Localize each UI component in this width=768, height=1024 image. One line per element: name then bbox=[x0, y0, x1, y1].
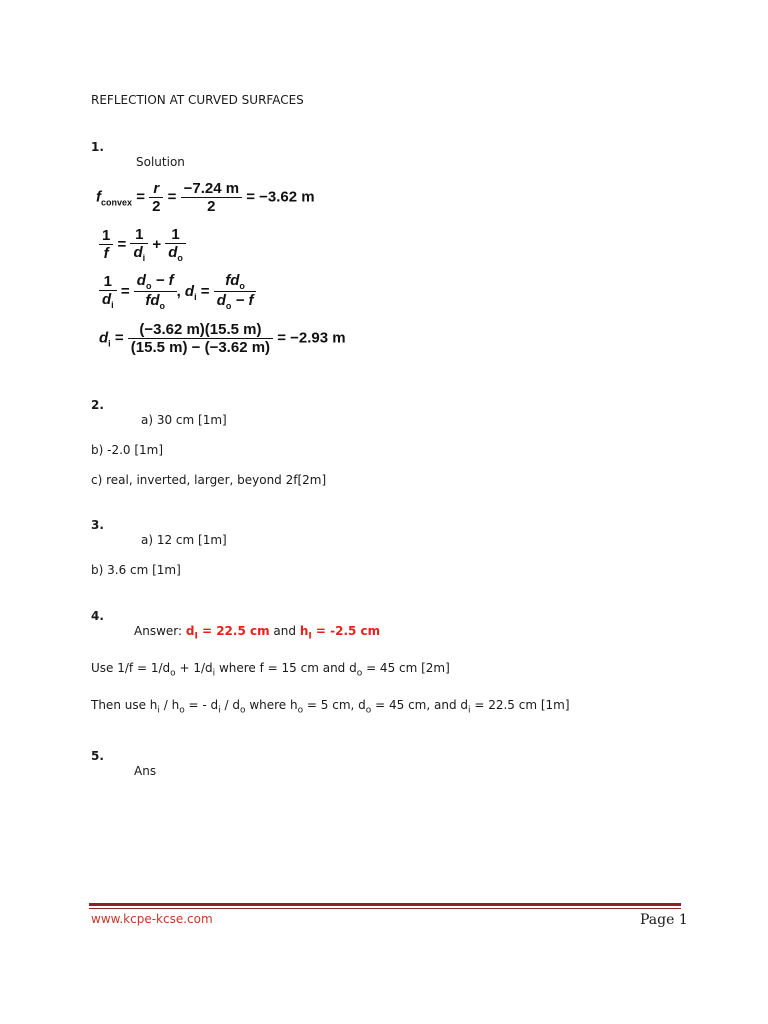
page-number: Page 1 bbox=[640, 912, 688, 928]
answer-3a: a) 12 cm [1m] bbox=[141, 533, 227, 547]
footer-rule-thin bbox=[89, 908, 681, 909]
footer-rule-thick bbox=[89, 903, 681, 906]
page-title: REFLECTION AT CURVED SURFACES bbox=[91, 93, 304, 107]
question-number-3: 3. bbox=[91, 518, 104, 532]
equation-image-distance: $d_i$ = $\frac{(-3.62 m)(15.5 m)}{(15.5 m) - (-3.62 m)}$ = −2.93 m bbox=[99, 321, 346, 357]
question-number-5: 5. bbox=[91, 749, 104, 763]
solution-label: Solution bbox=[136, 155, 185, 169]
footer-website-link[interactable]: www.kcpe-kcse.com bbox=[91, 912, 213, 926]
answer-2c: c) real, inverted, larger, beyond 2f[2m] bbox=[91, 473, 327, 487]
answer-4-line1: Use $1/f = 1/d_o + 1/d_i$ where f = 15 cm and $d_o = 45$ cm [2m] bbox=[91, 661, 450, 679]
answer-2a: a) 30 cm [1m] bbox=[141, 413, 227, 427]
answer-5: Ans bbox=[134, 764, 157, 778]
answer-2b: b) -2.0 [1m] bbox=[91, 443, 164, 457]
equation-rearranged: $\frac{1}{d_i}$ = $\frac{d_o - f}{fd_o}$ , $d_i$ = $\frac{fd_o}{d_o - f}$ bbox=[99, 272, 256, 312]
question-number-2: 2. bbox=[91, 398, 104, 412]
question-number-1: 1. bbox=[91, 140, 104, 154]
answer-3b: b) 3.6 cm [1m] bbox=[91, 563, 181, 577]
answer-4-summary: Answer: $d_I = 22.5$ cm and $h_I = -2.5$ cm bbox=[134, 624, 381, 642]
equation-focal-length: $f_{convex}$ = $\frac{r}{2}$ = $\frac{-7.24 m}{2}$ = −3.62 m bbox=[96, 180, 315, 216]
equation-mirror: $\frac{1}{f}$ = $\frac{1}{d_i}$ + $\frac{1}{d_o}$ bbox=[99, 226, 186, 264]
answer-4-line2: Then use $h_i / h_o$ = - $d_i / d_o$ where $h_o = 5$ cm, $d_o = 45$ cm, and $d_i = 22.5$ cm [1m] bbox=[91, 698, 570, 716]
question-number-4: 4. bbox=[91, 609, 104, 623]
